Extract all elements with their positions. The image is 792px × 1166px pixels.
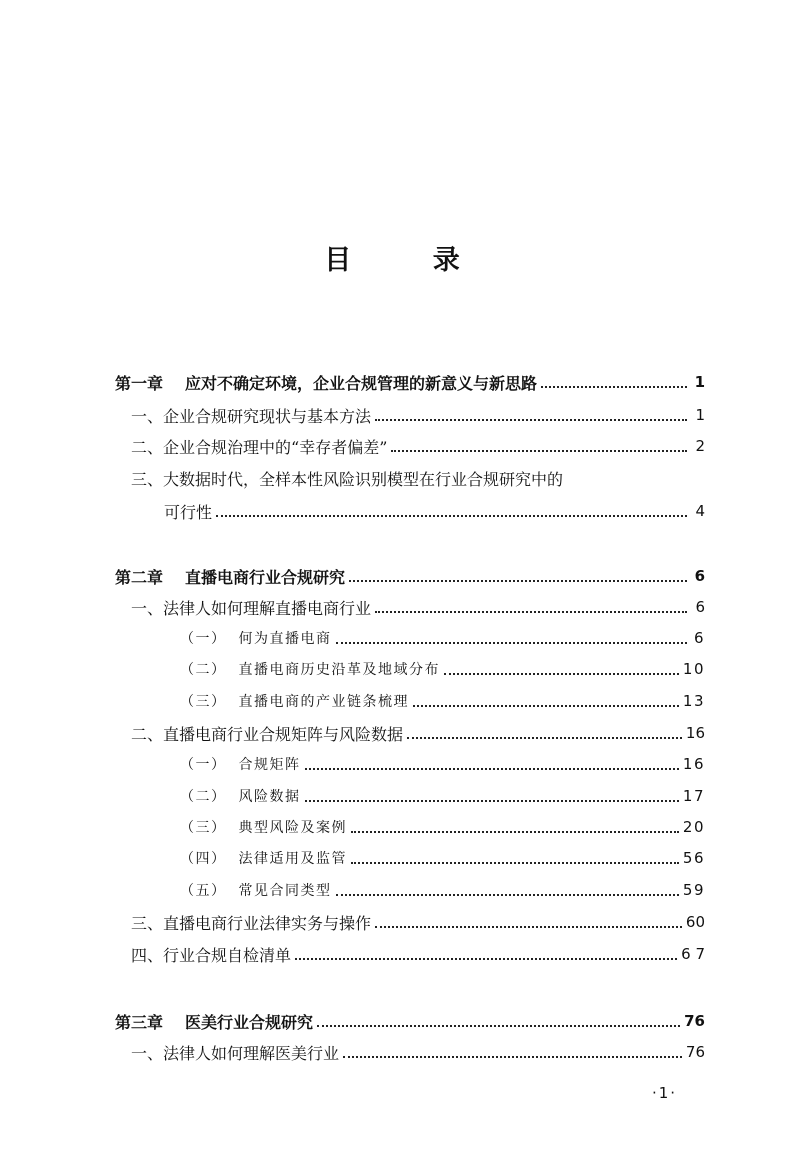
toc-label: 可行性 bbox=[164, 502, 213, 522]
page-title: 目 录 bbox=[324, 245, 496, 276]
leader-dots bbox=[351, 831, 679, 833]
leader-dots bbox=[317, 1025, 680, 1027]
leader-dots bbox=[541, 386, 687, 388]
leader-dots bbox=[336, 894, 679, 896]
toc-label: 何为直播电商 bbox=[238, 631, 332, 647]
toc-label: 行业合规自检清单 bbox=[163, 945, 292, 965]
toc-section[interactable] bbox=[131, 1040, 705, 1064]
toc-label: 法律人如何理解直播电商行业 bbox=[163, 598, 372, 618]
leader-dots bbox=[407, 737, 682, 739]
leader-dots bbox=[391, 450, 687, 452]
toc-page-number: 60 bbox=[685, 913, 705, 931]
leader-dots bbox=[375, 926, 682, 928]
toc-subsection[interactable] bbox=[180, 815, 705, 839]
toc-label: 企业合规治理中的“幸存者偏差” bbox=[163, 437, 388, 457]
toc-number: （三） bbox=[180, 820, 227, 836]
toc-chapter-2[interactable] bbox=[115, 564, 705, 588]
toc-page-number: 6 7 bbox=[681, 945, 705, 963]
toc-label: 企业合规研究现状与基本方法 bbox=[163, 406, 372, 426]
toc-label: 直播电商行业法律实务与操作 bbox=[163, 913, 372, 933]
toc-subsection[interactable] bbox=[180, 626, 705, 650]
toc-number: 一、 bbox=[131, 406, 164, 426]
leader-dots bbox=[336, 642, 688, 644]
toc-page-number: 2 bbox=[695, 437, 705, 455]
toc-page-number: 17 bbox=[682, 787, 705, 805]
toc-subsection[interactable] bbox=[180, 689, 705, 713]
toc-section-continuation[interactable] bbox=[164, 499, 705, 523]
toc-number: （四） bbox=[180, 851, 227, 867]
toc-section[interactable] bbox=[131, 910, 705, 934]
toc-page-number: 6 bbox=[693, 629, 705, 647]
toc-subsection[interactable] bbox=[180, 878, 705, 902]
toc-label: 风险数据 bbox=[238, 789, 301, 805]
leader-dots bbox=[413, 705, 679, 707]
toc-subsection[interactable] bbox=[180, 846, 705, 870]
toc-subsection[interactable] bbox=[180, 657, 705, 681]
leader-dots bbox=[216, 515, 687, 517]
toc-page-number: 20 bbox=[682, 818, 705, 836]
toc-number: 一、 bbox=[131, 598, 164, 618]
toc-chapter-3[interactable] bbox=[115, 1009, 705, 1033]
toc-subsection[interactable] bbox=[180, 752, 705, 776]
toc-label: 直播电商的产业链条梳理 bbox=[238, 694, 409, 710]
toc-page-number: 16 bbox=[685, 724, 705, 742]
toc-section[interactable] bbox=[131, 942, 705, 966]
toc-label: 合规矩阵 bbox=[238, 757, 301, 773]
leader-dots bbox=[351, 862, 679, 864]
toc-page-number: 13 bbox=[682, 692, 705, 710]
toc-number: 第一章 bbox=[115, 373, 164, 393]
toc-page-number: 59 bbox=[682, 881, 705, 899]
toc-page-number: 76 bbox=[685, 1043, 705, 1061]
leader-dots bbox=[343, 1056, 682, 1058]
toc-page-number: 10 bbox=[682, 660, 705, 678]
toc-number: 第二章 bbox=[115, 567, 164, 587]
toc-number: （五） bbox=[180, 883, 227, 899]
toc-section[interactable] bbox=[131, 466, 705, 490]
toc-label: 典型风险及案例 bbox=[238, 820, 347, 836]
leader-dots bbox=[375, 419, 687, 421]
toc-section[interactable] bbox=[131, 403, 705, 427]
toc-page-number: 6 bbox=[694, 567, 705, 585]
toc-label: 法律人如何理解医美行业 bbox=[163, 1043, 340, 1063]
toc-page-number: 6 bbox=[695, 598, 705, 616]
toc-chapter-1[interactable] bbox=[115, 370, 705, 394]
leader-dots bbox=[305, 800, 679, 802]
leader-dots bbox=[305, 768, 679, 770]
toc-label: 医美行业合规研究 bbox=[185, 1012, 314, 1032]
leader-dots bbox=[444, 673, 679, 675]
leader-dots bbox=[349, 580, 687, 582]
toc-number: 二、 bbox=[131, 437, 164, 457]
page-footer-number: ·1· bbox=[652, 1084, 678, 1102]
toc-number: （二） bbox=[180, 789, 227, 805]
toc-label: 直播电商行业合规矩阵与风险数据 bbox=[163, 724, 404, 744]
toc-number: 第三章 bbox=[115, 1012, 164, 1032]
toc-number: 三、 bbox=[131, 469, 164, 489]
toc-label: 应对不确定环境，企业合规管理的新意义与新思路 bbox=[185, 373, 538, 393]
toc-section[interactable] bbox=[131, 595, 705, 619]
toc-number: 四、 bbox=[131, 945, 164, 965]
toc-number: 一、 bbox=[131, 1043, 164, 1063]
toc-label: 法律适用及监管 bbox=[238, 851, 347, 867]
toc-section[interactable] bbox=[131, 434, 705, 458]
toc-page-number: 76 bbox=[684, 1012, 705, 1030]
toc-subsection[interactable] bbox=[180, 784, 705, 808]
toc-section[interactable] bbox=[131, 721, 705, 745]
toc-number: （一） bbox=[180, 631, 227, 647]
toc-number: （三） bbox=[180, 694, 227, 710]
toc-page-number: 56 bbox=[682, 849, 705, 867]
toc-page-number: 4 bbox=[695, 502, 705, 520]
leader-dots bbox=[295, 958, 677, 960]
toc-label: 常见合同类型 bbox=[238, 883, 332, 899]
toc-number: （二） bbox=[180, 662, 227, 678]
toc-number: （一） bbox=[180, 757, 227, 773]
toc-number: 二、 bbox=[131, 724, 164, 744]
toc-page-number: 1 bbox=[695, 406, 705, 424]
leader-dots bbox=[375, 611, 687, 613]
toc-label: 直播电商历史沿革及地域分布 bbox=[238, 662, 440, 678]
toc-label: 直播电商行业合规研究 bbox=[185, 567, 346, 587]
toc-number: 三、 bbox=[131, 913, 164, 933]
toc-label: 大数据时代，全样本性风险识别模型在行业合规研究中的 bbox=[163, 469, 564, 489]
toc-page-number: 16 bbox=[682, 755, 705, 773]
toc-page-number: 1 bbox=[694, 373, 705, 391]
